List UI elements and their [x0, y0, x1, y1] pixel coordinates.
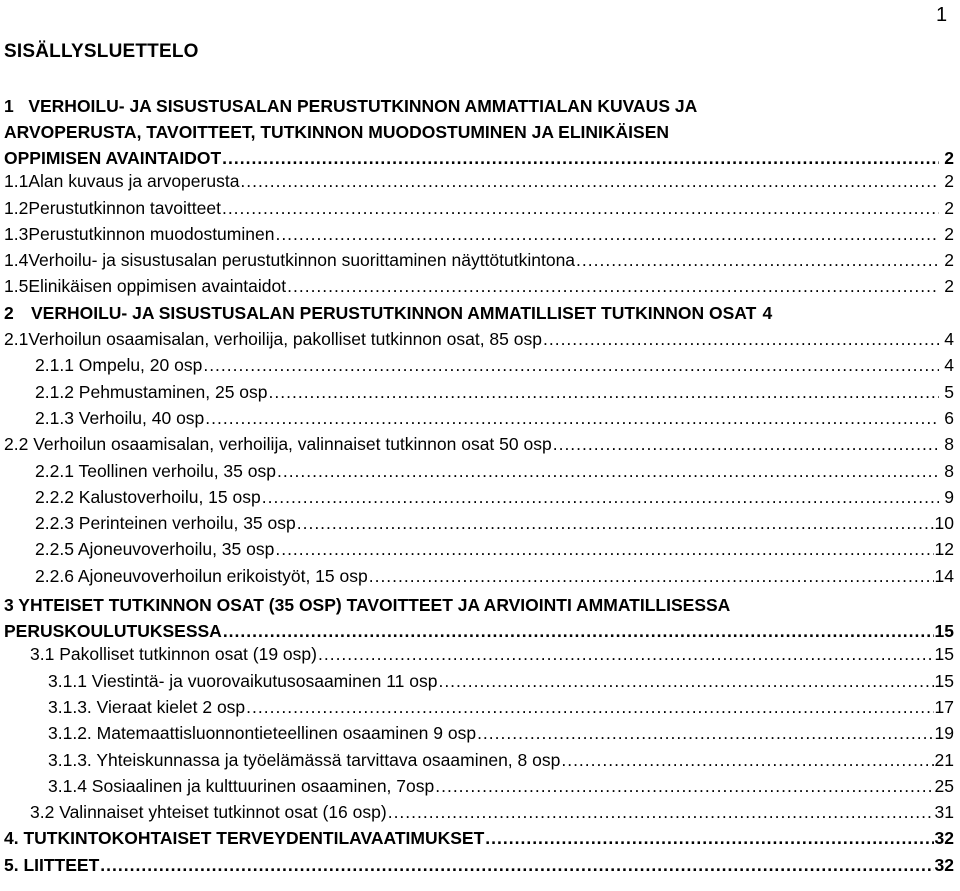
- toc-label: 4. TUTKINTOKOHTAISET TERVEYDENTILAVAATIMUKSET: [4, 828, 485, 849]
- toc-chapter-1[interactable]: [4, 93, 954, 171]
- toc-leader: [561, 750, 933, 771]
- toc-page: 25: [934, 775, 954, 796]
- toc-leader: [438, 671, 933, 692]
- toc-chapter-1-line-3: [4, 145, 954, 171]
- toc-leader: [297, 513, 934, 534]
- toc-label: Verhoilu- ja sisustusalan perustutkinnon suorittaminen näyttötutkintona: [28, 250, 576, 271]
- toc-page: 31: [934, 802, 954, 823]
- toc-page: 8: [944, 460, 954, 481]
- toc-leader: [223, 618, 934, 644]
- toc-entry[interactable]: [4, 776, 954, 802]
- toc-chapter-1-line-2: ARVOPERUSTA, TAVOITTEET, TUTKINNON MUODOSTUMINEN JA ELINIKÄISEN: [4, 122, 670, 142]
- toc-leader: [369, 566, 934, 587]
- toc-page: 2: [944, 148, 954, 168]
- toc-page: 8: [944, 434, 954, 455]
- toc-entry[interactable]: [4, 802, 954, 828]
- toc-page: 14: [934, 565, 954, 586]
- toc-leader: [543, 329, 939, 350]
- toc-leader: [100, 855, 933, 876]
- toc-entry[interactable]: [4, 566, 954, 592]
- toc-label: 3.1.4 Sosiaalinen ja kulttuurinen osaaminen, 7osp: [48, 775, 435, 796]
- toc-page: 21: [934, 749, 954, 770]
- toc-chapter-3-line-2: [4, 618, 954, 644]
- toc-page: 4: [944, 329, 954, 350]
- table-of-contents: [4, 93, 954, 881]
- toc-page: 2: [944, 250, 954, 271]
- toc-chapter-1-line-1: [4, 93, 954, 119]
- toc-page: 6: [944, 407, 954, 428]
- toc-page: 2: [944, 197, 954, 218]
- toc-number: 1.2: [4, 197, 29, 218]
- toc-page: 32: [934, 828, 954, 849]
- toc-chapter-2[interactable]: [4, 303, 954, 329]
- toc-entry[interactable]: [4, 382, 954, 408]
- toc-leader: [246, 697, 933, 718]
- toc-leader: [205, 408, 939, 429]
- toc-label: PERUSKOULUTUKSESSA: [4, 621, 222, 642]
- toc-page: 4: [762, 302, 773, 323]
- toc-entry[interactable]: [4, 276, 954, 302]
- page-title: SISÄLLYSLUETTELO: [4, 41, 199, 62]
- toc-page: 15: [934, 621, 954, 642]
- toc-entry[interactable]: [4, 461, 954, 487]
- toc-label: 2.2.2 Kalustoverhoilu, 15 osp: [35, 486, 261, 507]
- toc-page: 17: [934, 696, 954, 717]
- toc-leader: [318, 644, 934, 665]
- toc-page: 15: [934, 644, 954, 665]
- toc-leader: [435, 776, 933, 797]
- toc-label: 3.1.3. Yhteiskunnassa ja työelämässä tarvittava osaaminen, 8 osp: [48, 749, 561, 770]
- toc-label: 3.1.3. Vieraat kielet 2 osp: [48, 696, 246, 717]
- toc-chapter-4[interactable]: [4, 828, 954, 854]
- toc-label: Alan kuvaus ja arvoperusta: [28, 171, 240, 192]
- toc-entry[interactable]: [4, 434, 954, 460]
- toc-label: Perustutkinnon tavoitteet: [28, 197, 221, 218]
- toc-label: Verhoilun osaamisalan, verhoilija, pakolliset tutkinnon osat, 85 osp: [28, 329, 542, 350]
- toc-leader: [553, 434, 939, 455]
- toc-page: 12: [934, 539, 954, 560]
- toc-page: 5: [944, 381, 954, 402]
- toc-chapter-5[interactable]: [4, 855, 954, 881]
- toc-entry[interactable]: [4, 644, 954, 670]
- toc-leader: [203, 355, 939, 376]
- toc-label: 3.1.2. Matemaattisluonnontieteellinen osaaminen 9 osp: [48, 723, 477, 744]
- toc-leader: [275, 539, 933, 560]
- toc-entry[interactable]: [4, 355, 954, 381]
- toc-page: 4: [944, 355, 954, 376]
- toc-entry[interactable]: [4, 539, 954, 565]
- toc-entry[interactable]: [4, 224, 954, 250]
- toc-page: 32: [934, 854, 954, 875]
- toc-page: 2: [944, 171, 954, 192]
- toc-label: 3.2 Valinnaiset yhteiset tutkinnot osat (16 osp): [30, 802, 387, 823]
- toc-label: 2.2.3 Perinteinen verhoilu, 35 osp: [35, 513, 296, 534]
- toc-leader: [269, 382, 939, 403]
- toc-entry[interactable]: [4, 329, 954, 355]
- toc-leader: [576, 250, 939, 271]
- toc-number: 1.4: [4, 250, 29, 271]
- page-number: 1: [936, 4, 948, 26]
- toc-page: 10: [934, 513, 954, 534]
- toc-number: 2.1: [4, 329, 29, 350]
- toc-label: OPPIMISEN AVAINTAIDOT: [4, 148, 222, 168]
- toc-label: 3.1 Pakolliset tutkinnon osat (19 osp): [30, 644, 317, 665]
- toc-number: 1.5: [4, 276, 29, 297]
- toc-label: 2.2.5 Ajoneuvoverhoilu, 35 osp: [35, 539, 275, 560]
- toc-entry[interactable]: [4, 171, 954, 197]
- toc-label: 2.2 Verhoilun osaamisalan, verhoilija, valinnaiset tutkinnon osat 50 osp: [4, 434, 552, 455]
- toc-label: 5. LIITTEET: [4, 854, 100, 875]
- toc-label: Elinikäisen oppimisen avaintaidot: [28, 276, 287, 297]
- toc-label: 3.1.1 Viestintä- ja vuorovaikutusosaaminen 11 osp: [48, 670, 438, 691]
- toc-entry[interactable]: [4, 408, 954, 434]
- toc-label: 2.1.3 Verhoilu, 40 osp: [35, 407, 205, 428]
- toc-leader: [485, 828, 933, 849]
- toc-label: 2.2.6 Ajoneuvoverhoilun erikoistyöt, 15 osp: [35, 565, 368, 586]
- toc-page: 2: [944, 223, 954, 244]
- toc-leader: [287, 276, 939, 297]
- toc-number: 1.3: [4, 223, 29, 244]
- toc-label: 2.2.1 Teollinen verhoilu, 35 osp: [35, 460, 276, 481]
- toc-entry[interactable]: [4, 723, 954, 749]
- toc-chapter-3-line-1: 3 YHTEISET TUTKINNON OSAT (35 OSP) TAVOITTEET JA ARVIOINTI AMMATILLISESSA: [4, 595, 731, 616]
- toc-entry[interactable]: [4, 250, 954, 276]
- toc-label: VERHOILU- JA SISUSTUSALAN PERUSTUTKINNON AMMATTIALAN KUVAUS JA: [28, 96, 698, 116]
- toc-label: 2.1.1 Ompelu, 20 osp: [35, 355, 203, 376]
- toc-leader: [240, 171, 939, 192]
- toc-page: 15: [934, 670, 954, 691]
- toc-label: 2.1.2 Pehmustaminen, 25 osp: [35, 381, 268, 402]
- toc-entry[interactable]: [4, 671, 954, 697]
- toc-page: 2: [944, 276, 954, 297]
- toc-leader: [277, 461, 939, 482]
- toc-entry[interactable]: [4, 750, 954, 776]
- toc-leader: [477, 723, 933, 744]
- toc-entry[interactable]: [4, 198, 954, 224]
- toc-entry[interactable]: [4, 513, 954, 539]
- toc-chapter-3[interactable]: [4, 592, 954, 644]
- toc-leader: [222, 198, 939, 219]
- toc-label: Perustutkinnon muodostuminen: [28, 223, 275, 244]
- toc-number: 1: [4, 96, 14, 116]
- toc-entry[interactable]: [4, 697, 954, 723]
- toc-leader: [275, 224, 939, 245]
- toc-number: 2: [4, 302, 14, 323]
- toc-leader: [222, 145, 939, 171]
- toc-number: 1.1: [4, 171, 29, 192]
- toc-entry[interactable]: [4, 487, 954, 513]
- toc-leader: [388, 802, 934, 823]
- toc-label: VERHOILU- JA SISUSTUSALAN PERUSTUTKINNON AMMATILLISET TUTKINNON OSAT: [31, 302, 757, 323]
- toc-leader: [262, 487, 939, 508]
- toc-page: 9: [944, 486, 954, 507]
- toc-page: 19: [934, 723, 954, 744]
